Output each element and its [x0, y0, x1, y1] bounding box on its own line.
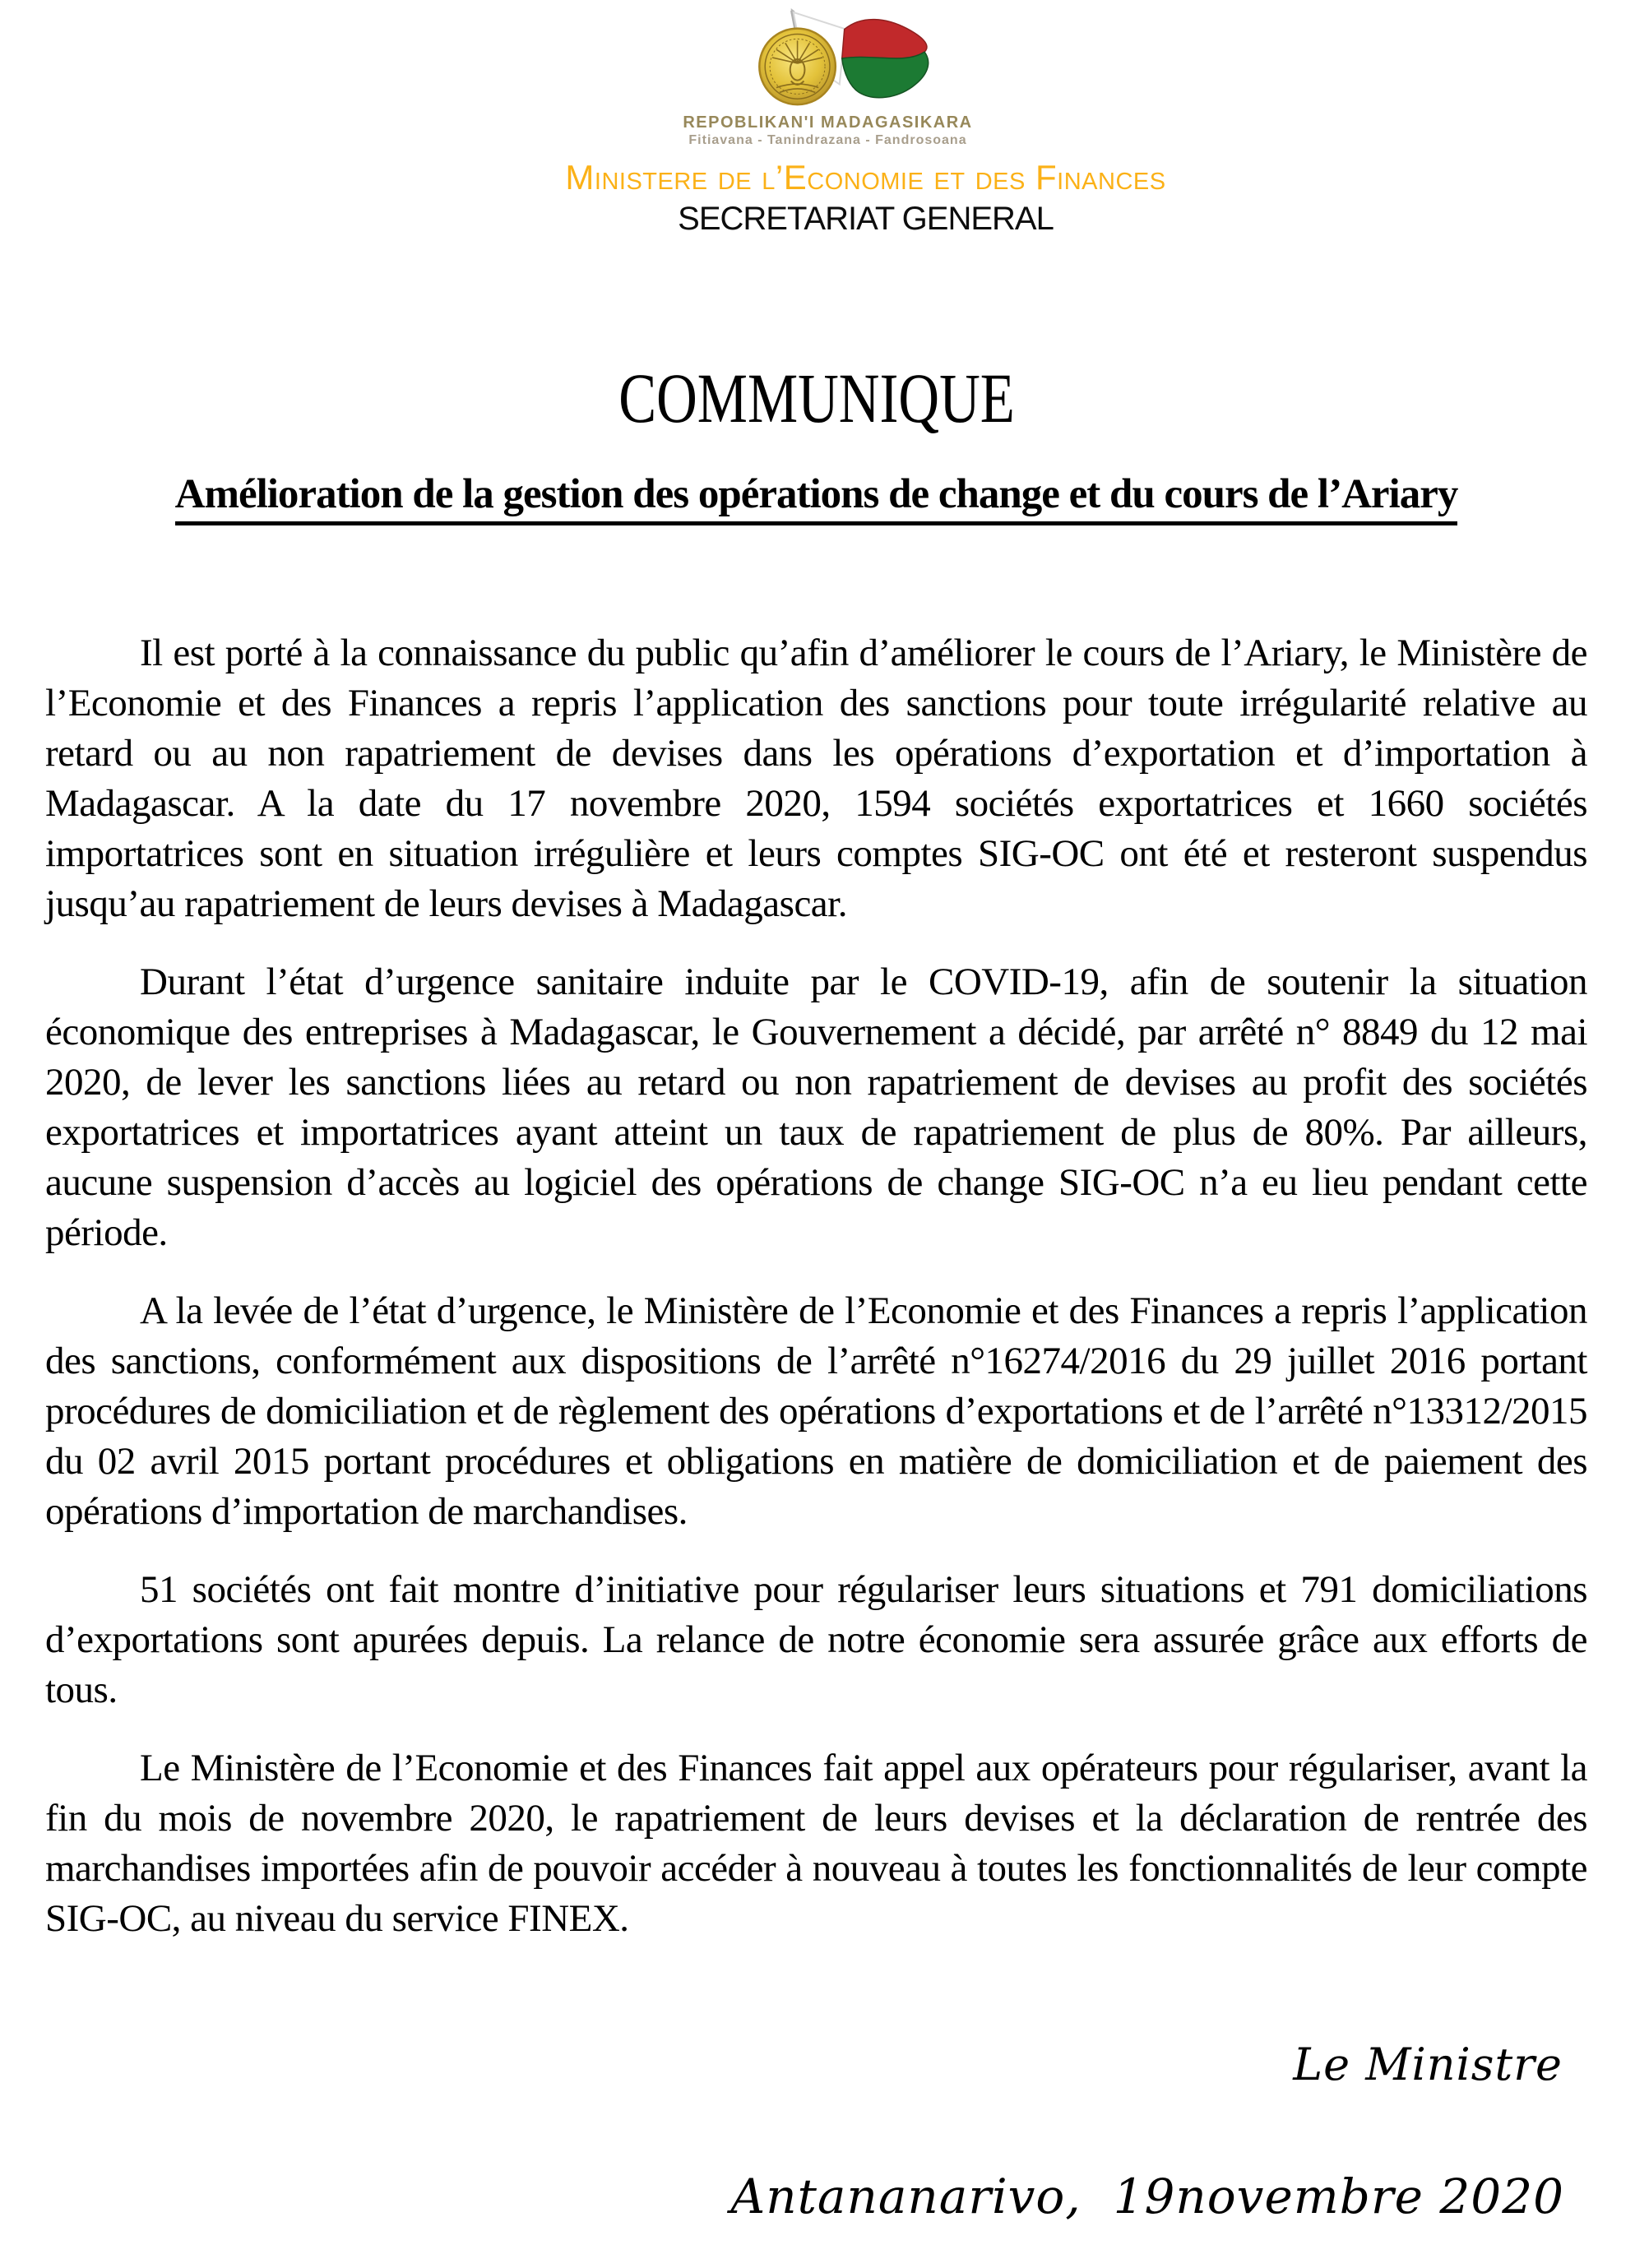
flag-red-band-icon: [841, 20, 926, 58]
ministry-name: Ministere de l’Economie et des Finances: [565, 158, 1166, 197]
emblem-graphic: [705, 7, 952, 112]
madagascar-emblem: [57, 7, 1599, 148]
document-subject: Amélioration de la gestion des opérations de change et du cours de l’Ariary: [45, 470, 1587, 526]
seal-icon: [759, 29, 836, 105]
signature-place-date: Antananarivo, 19novembre 2020: [730, 2168, 1564, 2225]
paragraph-5: Le Ministère de l’Economie et des Finances fait appel aux opérateurs pour régulariser, avant la fin du mois de novembre 2020, le rapatriement de leurs devises et la déclaration de rentrée des marchandises importées afin de pouvoir accéder à nouveau à toutes les fonctionnalités de leur compte SIG-OC, au niveau du service FINEX.: [45, 1747, 1587, 1941]
logo-title: REPOBLIKAN'I MADAGASIKARA: [683, 113, 973, 132]
logo-motto: Fitiavana - Tanindrazana - Fandrosoana: [688, 133, 967, 147]
header: [45, 7, 1587, 238]
signature-title: Le Ministre: [1293, 2039, 1563, 2091]
paragraph-3: A la levée de l’état d’urgence, le Ministère de l’Economie et des Finances a repris l’application des sanctions, conformément aux dispositions de l’arrêté n°16274/2016 du 29 juillet 2016 portant procédures de domiciliation et de règlement des opérations d’exportations et de l’arrêté n°13312/2015 du 02 avril 2015 portant procédures et obligations en matière de domiciliation et de paiement des opérations d’importation de marchandises.: [45, 1289, 1587, 1534]
flag-green-band-icon: [841, 52, 928, 98]
secretariat-name: SECRETARIAT GENERAL: [678, 201, 1054, 237]
document-body: [45, 628, 1587, 1944]
paragraph-1: Il est porté à la connaissance du public qu’afin d’améliorer le cours de l’Ariary, le Ministère de l’Economie et des Finances a repris l’application des sanctions pour toute irrégularité relative au retard ou au non rapatriement de devises dans les opérations d’exportation et d’importation à Madagascar. A la date du 17 novembre 2020, 1594 sociétés exportatrices et 1660 sociétés importatrices sont en situation irrégulière et leurs comptes SIG-OC ont été et resteront suspendus jusqu’au rapatriement de leurs devises à Madagascar.: [45, 632, 1587, 926]
document-title: COMMUNIQUE: [618, 359, 1015, 437]
paragraph-2: Durant l’état d’urgence sanitaire induite par le COVID-19, afin de soutenir la situation économique des entreprises à Madagascar, le Gouvernement a décidé, par arrêté n° 8849 du 12 mai 2020, de lever les sanctions liées au retard ou non rapatriement de devises au profit des sociétés exportatrices et importatrices ayant atteint un taux de rapatriement de plus de 80%. Par ailleurs, aucune suspension d’accès au logiciel des opérations de change SIG-OC n’a eu lieu pendant cette période.: [45, 960, 1587, 1255]
paragraph-4: 51 sociétés ont fait montre d’initiative pour régulariser leurs situations et 791 domiciliations d’exportations sont apurées depuis. La relance de notre économie sera assurée grâce aux efforts de tous.: [45, 1568, 1587, 1712]
